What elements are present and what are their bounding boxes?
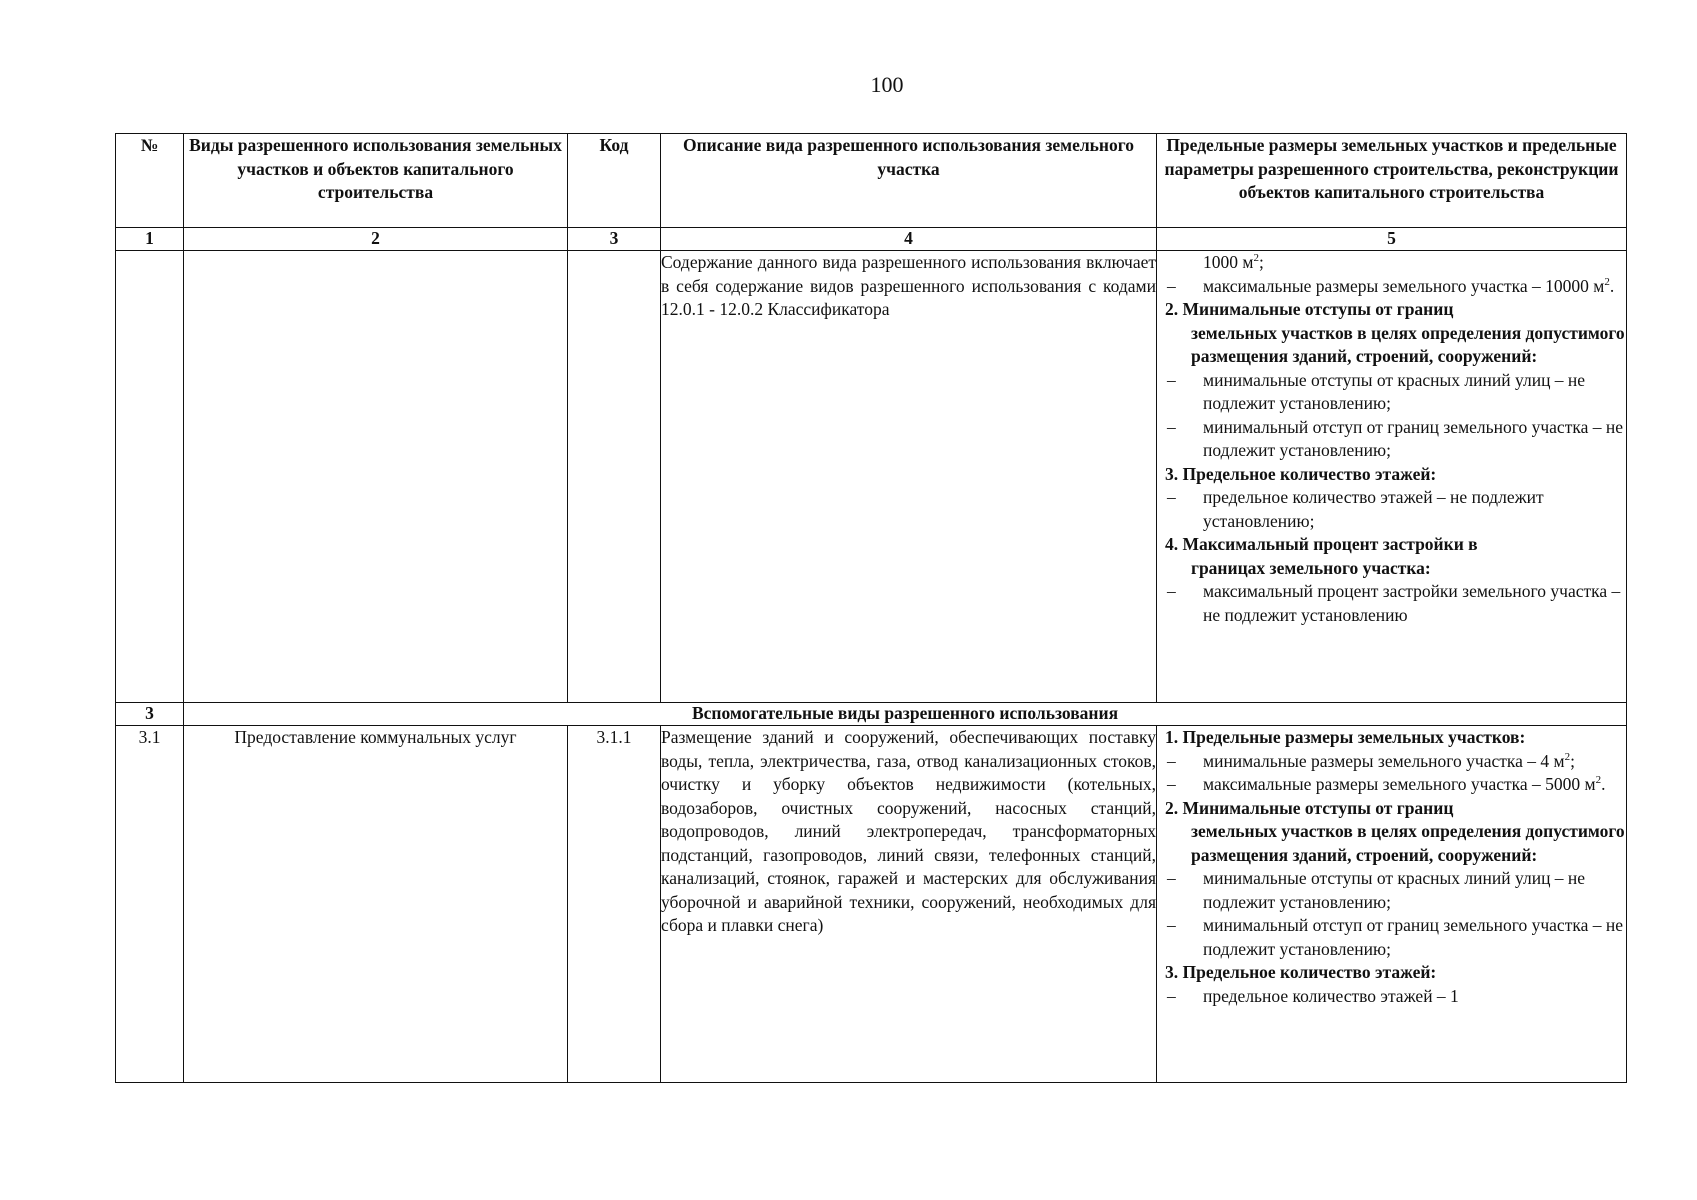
dash-bullet: –	[1167, 581, 1176, 601]
param-item-min-area: – минимальные размеры земельного участка – 4 $м^2$;	[1157, 750, 1626, 774]
table-row	[116, 726, 1627, 1083]
param-section-1: 1. Предельные размеры земельных участков:	[1165, 727, 1526, 747]
section-title: Вспомогательные виды разрешенного использования	[184, 703, 1627, 726]
column-number: 5	[1157, 228, 1627, 251]
use-type-cell	[184, 251, 568, 703]
section-row	[116, 703, 1627, 726]
column-number: 2	[184, 228, 568, 251]
table-row	[116, 251, 1627, 703]
dash-bullet: –	[1167, 868, 1176, 888]
param-continuation: 1000 $м^2$;	[1203, 252, 1264, 272]
header-row	[116, 134, 1627, 228]
param-item-floors: – предельное количество этажей – не подлежит установлению;	[1167, 487, 1544, 531]
dash-bullet: –	[1167, 750, 1176, 771]
parameters-cell	[1157, 251, 1627, 703]
dash-bullet: –	[1167, 487, 1176, 507]
header-description: Описание вида разрешенного использования земельного участка	[661, 134, 1157, 228]
row-number-cell: 3.1	[116, 726, 184, 1083]
param-item-percent: – максимальный процент застройки земельного участка – не подлежит установлению	[1167, 581, 1621, 625]
column-numbers-row	[116, 228, 1627, 251]
dash-bullet: –	[1167, 275, 1176, 296]
header-code: Код	[568, 134, 661, 228]
section-number: 3	[116, 703, 184, 726]
param-item-max-area: – максимальные размеры земельного участка – 5000 $м^2$.	[1157, 773, 1626, 797]
param-item-max-area: – максимальные размеры земельного участка – 10000 $м^2$.	[1157, 275, 1626, 299]
description-text: Содержание данного вида разрешенного использования включает в себя содержание видов разрешенного использования с кодами 12.0.1 - 12.0.2 Классификатора	[661, 252, 1156, 319]
param-section-2: 2. Минимальные отступы от границ земельных участков в целях определения допустимого размещения зданий, строений, сооружений:	[1165, 299, 1625, 366]
dash-bullet: –	[1167, 915, 1176, 935]
param-item-floors: – предельное количество этажей – 1	[1157, 985, 1626, 1009]
row-number-cell	[116, 251, 184, 703]
param-section-3: 3. Предельное количество этажей:	[1165, 962, 1437, 982]
header-use-types: Виды разрешенного использования земельных участков и объектов капитального строительства	[184, 134, 568, 228]
description-cell	[661, 251, 1157, 703]
param-item-boundary: – минимальный отступ от границ земельного участка – не подлежит установлению;	[1167, 915, 1623, 959]
parameters-cell	[1157, 726, 1627, 1083]
header-parameters: Предельные размеры земельных участков и предельные параметры разрешенного строительства, реконструкции объектов капитального строительства	[1157, 134, 1627, 228]
dash-bullet: –	[1167, 985, 1176, 1006]
land-use-table	[115, 133, 1627, 1083]
dash-bullet: –	[1167, 369, 1176, 390]
column-number: 4	[661, 228, 1157, 251]
use-type-cell: Предоставление коммунальных услуг	[184, 726, 568, 1083]
param-section-3: 3. Предельное количество этажей:	[1165, 463, 1437, 484]
column-number: 3	[568, 228, 661, 251]
description-text: Размещение зданий и сооружений, обеспечивающих поставку воды, тепла, электричества, газа, отвод канализационных стоков, очистку и уборку объектов недвижимости (котельных, водозаборов, очистных сооружений, насосных станций, водопроводов, линий электропередач, трансформаторных подстанций, газопроводов, линий связи, телефонных станций, канализаций, стоянок, гаражей и мастерских для обслуживания уборочной и аварийной техники, сооружений, необходимых для сбора и плавки снега)	[661, 727, 1156, 935]
param-item-red-lines: – минимальные отступы от красных линий улиц – не подлежит установлению;	[1167, 369, 1586, 413]
column-number: 1	[116, 228, 184, 251]
description-cell	[661, 726, 1157, 1083]
page-number: 100	[870, 72, 904, 97]
header-number: №	[116, 134, 184, 228]
code-cell: 3.1.1	[568, 726, 661, 1083]
param-item-red-lines: – минимальные отступы от красных линий улиц – не подлежит установлению;	[1167, 868, 1586, 912]
param-section-2: 2. Минимальные отступы от границ земельных участков в целях определения допустимого размещения зданий, строений, сооружений:	[1165, 797, 1625, 865]
dash-bullet: –	[1167, 774, 1176, 794]
param-section-4: 4. Максимальный процент застройки в границах земельного участка:	[1165, 534, 1478, 578]
param-item-boundary: – минимальный отступ от границ земельного участка – не подлежит установлению;	[1167, 416, 1623, 460]
code-cell	[568, 251, 661, 703]
dash-bullet: –	[1167, 416, 1176, 437]
